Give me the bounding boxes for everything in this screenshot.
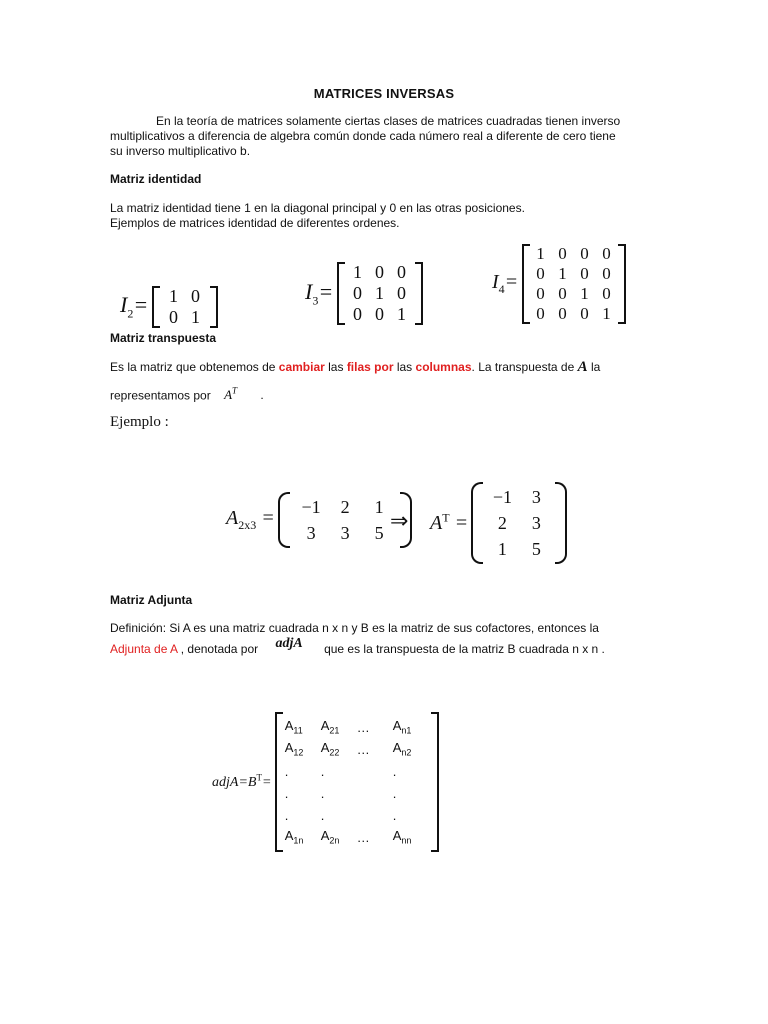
- matrix-cell: 0: [580, 244, 589, 263]
- matrix-row: [285, 804, 429, 826]
- matrix-cell: [357, 760, 393, 782]
- matrix-cell: 1: [602, 304, 611, 323]
- transpuesta-line-1: [110, 360, 670, 375]
- matrix-cell: 3: [531, 486, 541, 507]
- i4-sub: 4: [498, 282, 505, 296]
- matrix-cell: 0: [602, 284, 611, 303]
- matrix-cell: 0: [558, 304, 567, 323]
- matrix-cell: .: [284, 785, 289, 801]
- matrix-cell: 0: [536, 284, 545, 303]
- matrix-cell: 5: [374, 522, 384, 543]
- matrix-a-2x3: $A_{2x3}$ = −1 2 1 3 3 5: [226, 492, 412, 548]
- transp-filas: filas por: [346, 360, 394, 374]
- matrix-row: [285, 760, 429, 782]
- transp-text-9: la: [587, 360, 601, 374]
- identity-matrix-4: $I_4=$ 1 0 0 0 0 1 0 0 0 0 1 0 0 0 0 1: [492, 244, 626, 324]
- i2-bracket: [152, 286, 218, 328]
- transp-text-3: las: [324, 360, 347, 374]
- matrix-cell: $A_{1n}$: [284, 828, 304, 846]
- matrix-cell: 0: [558, 244, 567, 263]
- matrix-cell: 2: [497, 512, 507, 533]
- i4-base: I: [492, 271, 499, 293]
- transp-represent: representamos por: [110, 388, 211, 403]
- matrix-cell: 1: [558, 264, 567, 283]
- matrix-row: [530, 244, 618, 264]
- matrix-cell: .: [320, 785, 325, 801]
- matrix-cell: 2: [340, 496, 350, 517]
- adj-lhs-sup: T: [256, 772, 262, 783]
- matrix-cell: .: [392, 763, 397, 779]
- matrix-row: [347, 304, 413, 325]
- matrix-cell: 1: [375, 283, 385, 303]
- matrix-cell: $A_{22}$: [320, 740, 340, 758]
- matrix-cell: 0: [536, 304, 545, 323]
- page-title: MATRICES INVERSAS: [313, 86, 455, 101]
- heading-adjunta: Matriz Adjunta: [110, 593, 193, 607]
- heading-identidad: Matriz identidad: [110, 172, 202, 186]
- adjunta-red-label: Adjunta de A: [110, 642, 178, 656]
- matrix-cell: …: [356, 719, 370, 735]
- transp-symbol-a: A: [577, 359, 588, 375]
- matrix-row: [285, 826, 429, 848]
- matrix-row: [163, 286, 207, 307]
- intro-paragraph: [110, 114, 658, 159]
- matrix-row: [285, 782, 429, 804]
- i3-base: I: [305, 278, 313, 304]
- matrix-adjunta: $adjA=B^T=$ $A_{11}$ $A_{21}$ … $A_{n1}$ $A_{12}$ $A_{22}$ … $A_{n2}$ . . . . . . . . . $A_{1n}$ $A_{2n}$ … $A_{nn}$: [212, 712, 439, 852]
- matrix-row: [530, 284, 618, 304]
- at-sup: T: [442, 510, 450, 525]
- at-parentheses: [471, 482, 567, 564]
- matrix-cell: [357, 782, 393, 804]
- matrix-a-transpose: $A^T$ = −1 3 2 3 1 5: [430, 482, 567, 564]
- matrix-cell: 0: [191, 286, 201, 306]
- matrix-cell: $A_{nn}$: [392, 828, 412, 846]
- matrix-cell: 0: [375, 262, 385, 282]
- matrix-cell: $A_{2n}$: [320, 828, 340, 846]
- matrix-cell: 0: [580, 304, 589, 323]
- matrix-cell: .: [284, 763, 289, 779]
- matrix-cell: 1: [497, 538, 507, 559]
- intro-line-3: su inverso multiplicativo b.: [110, 144, 251, 158]
- matrix-cell: 1: [374, 496, 384, 517]
- matrix-cell: 1: [191, 307, 201, 327]
- matrix-cell: [357, 804, 393, 826]
- matrix-cell: 3: [531, 512, 541, 533]
- matrix-cell: .: [320, 763, 325, 779]
- transp-columnas: columnas: [415, 360, 472, 374]
- transp-period: .: [260, 388, 264, 403]
- transp-text-7: . La transpuesta de: [471, 360, 578, 374]
- i4-bracket: [522, 244, 626, 324]
- implies-arrow: ⇒: [390, 508, 409, 533]
- matrix-cell: …: [356, 829, 370, 845]
- identidad-paragraph: [110, 201, 658, 231]
- matrix-cell: .: [284, 807, 289, 823]
- matrix-cell: 0: [397, 262, 407, 282]
- matrix-cell: 0: [536, 264, 545, 283]
- matrix-cell: $A_{n1}$: [392, 718, 412, 736]
- a-sub: 2x3: [238, 518, 257, 532]
- matrix-cell: 0: [353, 304, 363, 324]
- matrix-cell: 0: [169, 307, 179, 327]
- matrix-cell: $A_{12}$: [284, 740, 304, 758]
- matrix-row: [347, 262, 413, 283]
- identity-matrix-2: $I_2=$ 1 0 0 1: [120, 286, 218, 328]
- identity-matrix-3: $I_3=$ 1 0 0 0 1 0 0 0 1: [305, 262, 423, 325]
- matrix-cell: 0: [580, 264, 589, 283]
- matrix-row: [294, 494, 396, 520]
- matrix-cell: $A_{21}$: [320, 718, 340, 736]
- matrix-cell: −1: [301, 496, 321, 517]
- matrix-cell: 0: [602, 264, 611, 283]
- matrix-cell: 3: [306, 522, 316, 543]
- matrix-row: [485, 536, 553, 562]
- matrix-cell: 1: [397, 304, 407, 324]
- matrix-cell: 0: [602, 244, 611, 263]
- i3-bracket: [337, 262, 423, 325]
- transpuesta-line-2: [110, 384, 658, 403]
- intro-line-2: multiplicativos a diferencia de algebra común donde cada número real a diferente de cero tiene: [110, 129, 616, 143]
- matrix-row: [485, 484, 553, 510]
- matrix-cell: …: [356, 741, 370, 757]
- adjunta-line-1: Definición: Si A es una matriz cuadrada n x n y B es la matriz de sus cofactores, entonces la: [110, 621, 599, 635]
- matrix-cell: −1: [492, 486, 512, 507]
- adjunta-symbol: adjA: [275, 636, 303, 651]
- adjunta-line-2: [110, 636, 670, 657]
- adj-lhs: adjA=B: [212, 775, 257, 791]
- matrix-cell: $A_{n2}$: [392, 740, 412, 758]
- matrix-row: [285, 738, 429, 760]
- matrix-row: [285, 716, 429, 738]
- a-base: A: [226, 507, 239, 529]
- identidad-line-2: Ejemplos de matrices identidad de diferentes ordenes.: [110, 216, 400, 230]
- identidad-line-1: La matriz identidad tiene 1 en la diagonal principal y 0 en las otras posiciones.: [110, 201, 525, 215]
- adjunta-denotada: , denotada por: [177, 642, 259, 656]
- ejemplo-label: Ejemplo :: [110, 414, 169, 430]
- adjunta-end-text: que es la transpuesta de la matriz B cuadrada n x n .: [324, 642, 605, 656]
- matrix-cell: 3: [340, 522, 350, 543]
- matrix-cell: 1: [353, 262, 363, 282]
- transp-text-5: las: [393, 360, 416, 374]
- matrix-cell: $A_{11}$: [284, 718, 303, 736]
- heading-transpuesta: Matriz transpuesta: [110, 331, 217, 345]
- matrix-cell: .: [320, 807, 325, 823]
- matrix-cell: 0: [375, 304, 385, 324]
- matrix-row: [347, 283, 413, 304]
- transp-symbol-at: $A^T$: [224, 386, 238, 403]
- matrix-cell: 1: [536, 244, 545, 263]
- i2-sub: 2: [127, 306, 134, 321]
- adj-bracket: [275, 712, 439, 852]
- matrix-row: [485, 510, 553, 536]
- transp-text-1: Es la matriz que obtenemos de: [110, 360, 279, 374]
- i3-sub: 3: [312, 293, 319, 308]
- matrix-cell: 1: [580, 284, 589, 303]
- matrix-cell: 1: [169, 286, 179, 306]
- matrix-cell: 0: [353, 283, 363, 303]
- matrix-row: [294, 520, 396, 546]
- matrix-row: [530, 304, 618, 324]
- at-base: A: [430, 512, 443, 535]
- transp-cambiar: cambiar: [278, 360, 325, 374]
- matrix-cell: .: [392, 807, 397, 823]
- matrix-row: [530, 264, 618, 284]
- matrix-cell: 0: [397, 283, 407, 303]
- matrix-row: [163, 307, 207, 328]
- matrix-cell: 0: [558, 284, 567, 303]
- matrix-cell: .: [392, 785, 397, 801]
- i2-base: I: [120, 292, 128, 318]
- matrix-cell: 5: [531, 538, 541, 559]
- intro-line-1: En la teoría de matrices solamente ciertas clases de matrices cuadradas tienen inverso: [156, 114, 621, 128]
